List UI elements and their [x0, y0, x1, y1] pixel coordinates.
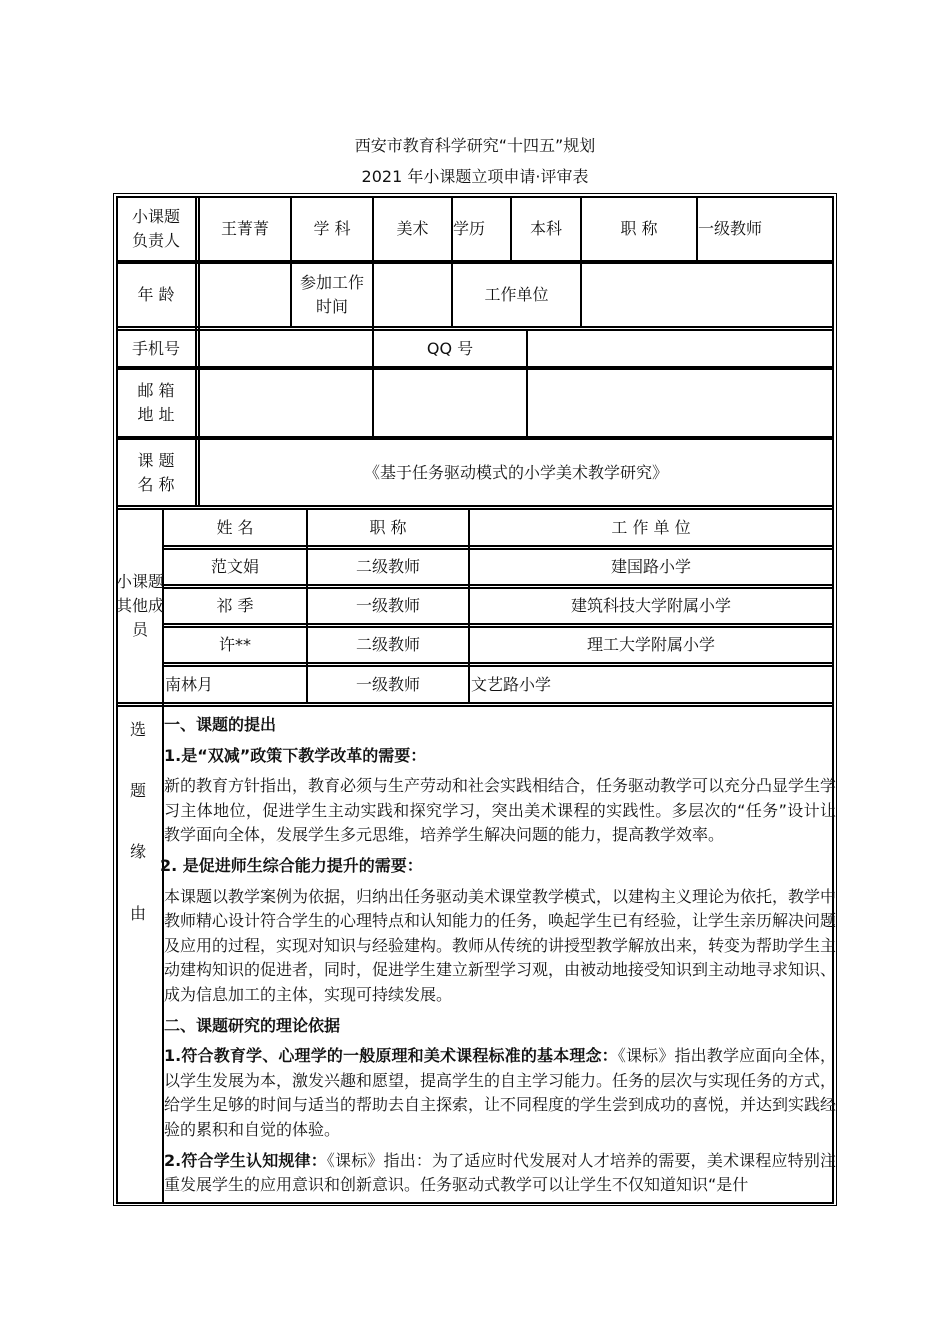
paragraph-lead: 2.符合学生认知规律：	[164, 1150, 327, 1170]
topic-label-line1: 课 题	[137, 450, 175, 470]
paragraph	[164, 1044, 836, 1142]
paragraph: 本课题以教学案例为依据，归纳出任务驱动美术课堂教学模式，以建构主义理论为依托，教学中教师精心设计符合学生的心理特点和认知能力的任务，唤起学生已有经验，让学生亲历解决问题及应用的过程，实现对知识与经验建构。教师从传统的讲授型教学解放出来，转变为帮助学生主动建构知识的促进者，同时，促进学生建立新型学习观，由被动地接受知识到主动地寻求知识、成为信息加工的主体，实现可持续发展。	[164, 886, 837, 1004]
section-heading: 一、课题的提出	[164, 715, 277, 734]
leader-label-line2: 负责人	[131, 231, 180, 250]
member-title: 二级教师	[355, 635, 420, 654]
reason-label-char: 选	[129, 720, 146, 739]
qq-label: QQ 号	[426, 338, 474, 358]
member-title: 一级教师	[355, 674, 420, 694]
paragraph	[164, 1149, 836, 1198]
email-label-line2: 地 址	[137, 405, 175, 424]
worktime-label-line2: 时间	[315, 297, 348, 316]
age-value	[200, 264, 290, 326]
members-group-label-line1: 小课题	[115, 572, 164, 591]
member-unit: 建筑科技大学附属小学	[570, 596, 731, 615]
worktime-label-line1: 参加工作	[299, 273, 364, 292]
reason-label-char: 题	[129, 781, 146, 800]
education-value: 本科	[529, 219, 562, 238]
age-label: 年 龄	[137, 285, 175, 304]
subject-label: 学 科	[313, 219, 351, 238]
section-heading: 二、课题研究的理论依据	[164, 1015, 341, 1035]
workunit-label: 工作单位	[484, 285, 549, 304]
topic-label-line2: 名 称	[137, 474, 175, 494]
subsection-heading: 2. 是促进师生综合能力提升的需要：	[160, 855, 423, 875]
members-group-label-line3: 员	[131, 620, 148, 639]
member-name: 祁 季	[216, 596, 254, 615]
member-name: 南林月	[165, 674, 214, 694]
email-label-line1: 邮 箱	[137, 381, 175, 400]
members-header-title: 职 称	[369, 517, 407, 537]
paragraph: 新的教育方针指出，教育必须与生产劳动和社会实践相结合，任务驱动教学可以充分凸显学生学习主体地位，促进学生主动实践和探究学习，突出美术课程的实践性。多层次的“任务”设计让教学面向全体，发展学生多元思维，培养学生解决问题的能力，提高教学效率。	[164, 776, 837, 845]
member-title: 二级教师	[355, 557, 420, 576]
member-name: 范文娟	[210, 557, 259, 576]
member-unit: 文艺路小学	[471, 674, 552, 694]
reason-body	[160, 713, 837, 1204]
members-header-name: 姓 名	[216, 517, 254, 537]
members-group-label-line2: 其他成	[115, 596, 164, 615]
leader-label-line1: 小课题	[131, 207, 180, 226]
member-title: 一级教师	[355, 596, 420, 615]
worktime-label	[292, 264, 372, 326]
phone-label: 手机号	[131, 338, 180, 358]
topic-label	[118, 440, 194, 505]
education-label: 学历	[453, 219, 486, 238]
document-subtitle: 2021 年小课题立项申请·评审表	[361, 167, 589, 186]
reason-label-char: 缘	[129, 842, 146, 861]
title-value: 一级教师	[698, 219, 763, 238]
paragraph-text: 《课标》指出：为了适应时代发展对人才培养的需要，美术课程应特别注重发展学生的应用意识和创新意识。任务驱动式教学可以让学生不仅知道知识“是什	[164, 1150, 836, 1195]
leader-label	[118, 198, 194, 260]
members-group-label	[114, 510, 166, 702]
members-header-unit: 工 作 单 位	[611, 517, 691, 537]
document-title: 西安市教育科学研究“十四五”规划	[354, 136, 596, 155]
title-label: 职 称	[620, 219, 658, 238]
subject-value: 美术	[396, 219, 429, 238]
reason-label-char: 由	[129, 904, 146, 923]
email-label	[118, 370, 194, 436]
paragraph-lead: 1.符合教育学、心理学的一般原理和美术课程标准的基本理念：	[164, 1046, 618, 1066]
member-unit: 建国路小学	[610, 557, 691, 576]
leader-name: 王菁菁	[220, 219, 269, 238]
member-unit: 理工大学附属小学	[586, 635, 715, 654]
subsection-heading: 1.是“双减”政策下教学改革的需要：	[164, 745, 427, 765]
topic-value: 《基于任务驱动模式的小学美术教学研究》	[363, 462, 668, 482]
paragraph-text: 《课标》指出教学应面向全体，以学生发展为本，激发兴趣和愿望，提高学生的自主学习能力。任务的层次与实现任务的方式，给学生足够的时间与适当的帮助去自主探索，让不同程度的学生尝到成功的喜悦，并达到实践经验的累积和自觉的体验。	[164, 1046, 837, 1139]
member-name: 许**	[218, 635, 251, 654]
